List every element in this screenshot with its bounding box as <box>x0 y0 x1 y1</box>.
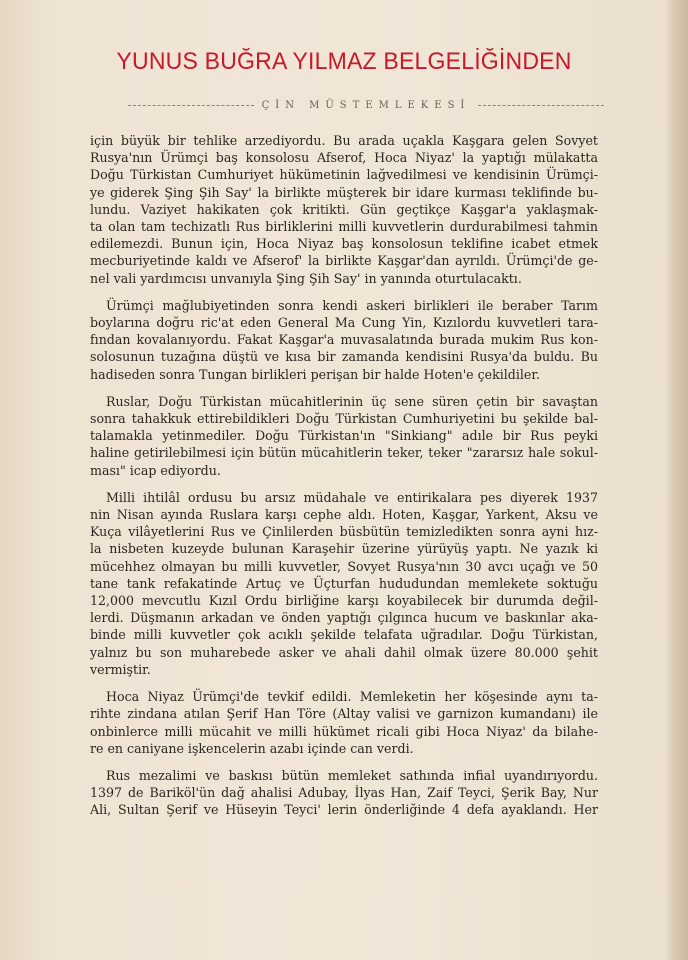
text-line: Hoca Niyaz Ürümçi'de tevkif edildi. Memleketin her köşesinde aynı ta- <box>106 689 598 705</box>
running-header-label: ÇİN MÜSTEMLEKESİ <box>261 99 471 111</box>
text-line: haline getirilebilmesi için bütün mücahitlerin teker, teker "zararsız hale sokul- <box>90 445 598 461</box>
text-line: ta olan tam techizatlı Rus birliklerini milli kuvvetlerin durdurabilmesi tahmin <box>90 219 598 235</box>
text-line: mücehhez olmayan bu milli kuvvetler, Sovyet Rusya'nın 30 avcı uçağı ve 50 <box>90 558 598 574</box>
paragraph <box>90 767 598 819</box>
text-line: yalnız bu son muharebede asker ve ahali dahil olmak üzere 80.000 şehit <box>90 644 598 660</box>
running-header <box>128 96 604 114</box>
text-line: ması" icap ediyordu. <box>90 462 221 478</box>
text-line: 12,000 mevcutlu Kızıl Ordu birliğine karşı koyabilecek bir durumda değil- <box>90 593 598 609</box>
text-line: binde milli kuvvetler çok acıklı şekilde telafata uğradılar. Doğu Türkistan, <box>90 627 598 643</box>
text-line: fından kovalanıyordu. Fakat Kaşgar'a muvasalatında burada mukim Rus kon- <box>90 332 598 348</box>
text-line: sonra tahakkuk ettirebildikleri Doğu Türkistan Cumhuriyetini bu şekilde bal- <box>90 411 598 427</box>
text-line: Rus mezalimi ve baskısı bütün memleket sathında infial uyandırıyordu. <box>106 767 598 783</box>
text-line: re en caniyane işkencelerin azabı içinde can verdi. <box>90 740 414 756</box>
page-spine-shadow <box>666 0 688 960</box>
text-line: Kuça vilâyetlerini Rus ve Çinlilerden büsbütün temizledikten sonra ayni hız- <box>90 524 598 540</box>
text-line: Ruslar, Doğu Türkistan mücahitlerinin üç sene süren çetin bir savaştan <box>106 393 598 409</box>
text-line: talamakla yetinmediler. Doğu Türkistan'ın "Sinkiang" adıle bir Rus peyki <box>90 428 598 444</box>
text-line: la nisbeten kuzeyde bulunan Karaşehir üzerine yürüyüş yaptı. Ne yazık ki <box>90 541 598 557</box>
paragraph <box>90 132 598 287</box>
text-line: Milli ihtilâl ordusu bu arsız müdahale ve entirikalara pes diyerek 1937 <box>106 489 598 505</box>
text-line: rihte zindana atılan Şerif Han Töre (Altay valisi ve garnizon kumandanı) ile <box>90 706 598 722</box>
text-line: tane tank refakatinde Artuç ve Üçturfan hududundan memlekete soktuğu <box>90 575 598 591</box>
text-line: mecburiyetinde kaldı ve Afserof' la birlikte Kaşgar'dan ayrıldı. Ürümçi'de ge- <box>90 253 598 269</box>
text-line: nin Nisan ayında Ruslara karşı cephe aldı. Hoten, Kaşgar, Yarkent, Aksu ve <box>90 507 598 523</box>
header-rule-left <box>128 105 254 106</box>
text-line: için büyük bir tehlike arzediyordu. Bu arada uçakla Kaşgara gelen Sovyet <box>90 133 598 148</box>
text-line: edilemezdi. Bunun için, Hoca Niyaz baş konsolosun teklifine icabet etmek <box>90 236 598 252</box>
paragraph <box>90 688 598 757</box>
header-rule-right <box>478 105 604 106</box>
archive-stamp-title: YUNUS BUĞRA YILMAZ BELGELİĞİNDEN <box>116 48 572 75</box>
paragraph <box>90 489 598 678</box>
text-line: Rusya'nın Ürümçi baş konsolosu Afserof, Hoca Niyaz' la yaptığı mülakatta <box>90 150 598 166</box>
text-line: nel vali yardımcısı unvanıyla Şing Şih Say' in yanında oturtulacaktı. <box>90 270 522 286</box>
paragraph <box>90 297 598 383</box>
paragraph <box>90 393 598 479</box>
text-line: 1397 de Bariköl'ün dağ ahalisi Adubay, İlyas Han, Zaif Teyci, Şerik Bay, Nur <box>90 785 598 801</box>
text-line: ye giderek Şing Şih Say' la birlikte müşterek bir idare kurması teklifinde bu- <box>90 184 598 200</box>
text-line: hadiseden sonra Tungan birlikleri perişan bir halde Hoten'e çekildiler. <box>90 366 541 382</box>
text-line: Doğu Türkistan Cumhuriyet hükümetinin lağvedilmesi ve kendisinin Ürümçi- <box>90 167 598 183</box>
text-line: lundu. Vaziyet hakikaten çok kritikti. Gün geçtikçe Kaşgar'a yaklaşmak- <box>90 201 598 217</box>
text-line: boylarına doğru ric'at eden General Ma Cung Yin, Kızılordu kuvvetleri tara- <box>90 315 598 331</box>
text-line: onbinlerce milli mücahit ve milli hükümet ricali gibi Hoca Niyaz' da bilahe- <box>90 723 598 739</box>
text-line: Ali, Sultan Şerif ve Hüseyin Teyci' lerin önderliğinde 4 defa ayaklandı. Her <box>90 802 598 818</box>
text-line: vermiştir. <box>90 661 151 677</box>
article-body <box>90 132 598 829</box>
text-line: lerdi. Düşmanın arkadan ve önden yaptığı çılgınca hucum ve baskınlar aka- <box>90 610 598 626</box>
text-line: solosunun tuzağına düştü ve kısa bir zamanda kendisini Rusya'da buldu. Bu <box>90 349 598 365</box>
text-line: Ürümçi mağlubiyetinden sonra kendi askeri birlikleri ile beraber Tarım <box>106 297 598 313</box>
